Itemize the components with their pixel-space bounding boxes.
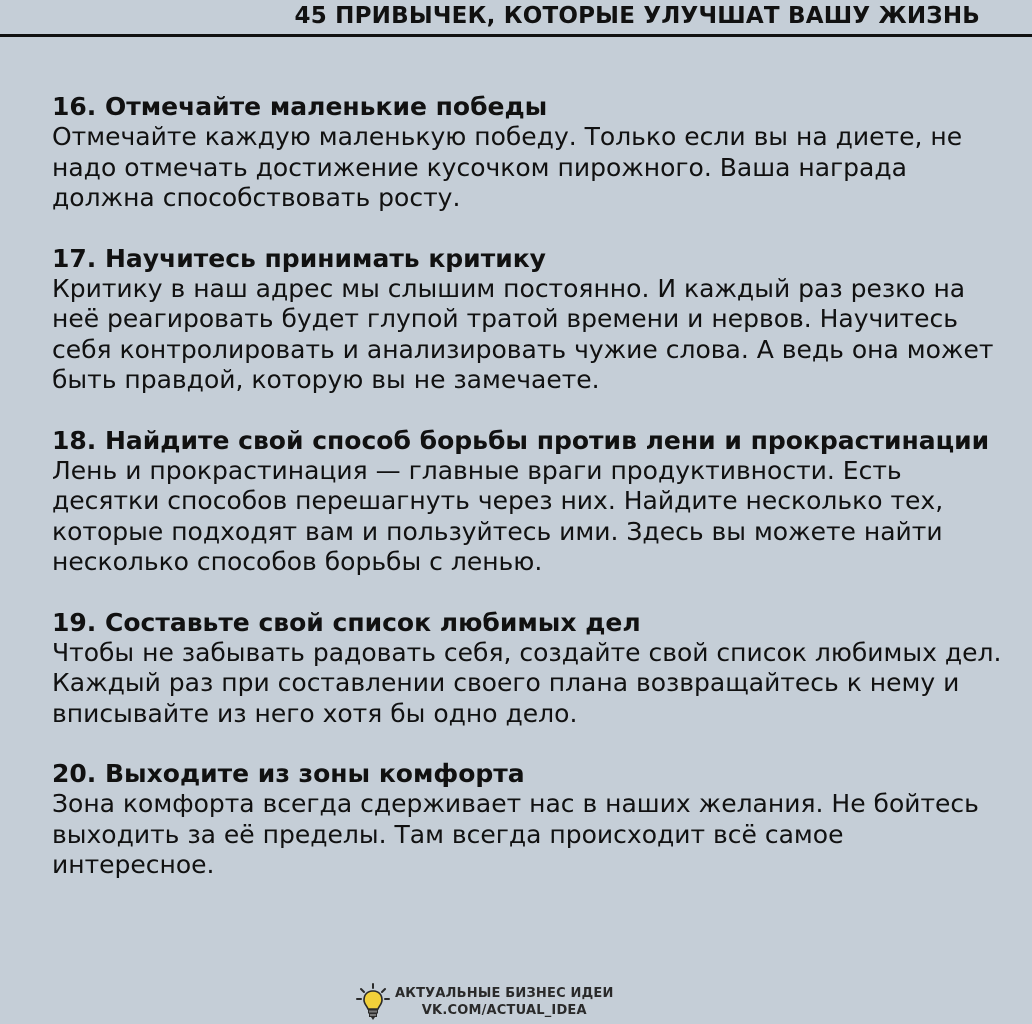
habit-title: 17. Научитесь принимать критику [52,243,546,273]
habit-item [52,608,1002,730]
habit-text: Критику в наш адрес мы слышим постоянно. И каждый раз резко на неё реагировать будет глупой тратой времени и нервов. Научитесь себя контролировать и анализировать чужие слова. А ведь она может быть правдой, которую вы не замечаете. [52,273,994,394]
habit-title: 16. Отмечайте маленькие победы [52,92,548,121]
page-title: 45 ПРИВЫЧЕК, КОТОРЫЕ УЛУЧШАТ ВАШУ ЖИЗНЬ [294,3,980,29]
habit-item [52,92,1002,214]
habit-list [52,92,1002,911]
habit-title: 19. Составьте свой список любимых дел [52,607,641,637]
footer-brand-name: АКТУАЛЬНЫЕ БИЗНЕС ИДЕИ [395,986,614,1001]
lightbulb-icon [355,982,391,1022]
habit-item [52,244,1002,396]
habit-text: Зона комфорта всегда сдерживает нас в наших желания. Не бойтесь выходить за её пределы. Там всегда происходит всё самое интересное. [52,789,979,879]
header-divider [0,34,1032,37]
habit-title: 18. Найдите свой способ борьбы против лени и прокрастинации [52,425,990,455]
habit-title: 20. Выходите из зоны комфорта [52,759,525,788]
habit-text: Отмечайте каждую маленькую победу. Только если вы на диете, не надо отмечать достижение кусочком пирожного. Ваша награда должна способствовать росту. [52,122,963,212]
habit-item [52,759,1002,881]
footer-brand [355,982,614,1022]
habit-item [52,426,1002,578]
page-header [0,0,1032,36]
habit-text: Лень и прокрастинация — главные враги продуктивности. Есть десятки способов перешагнуть через них. Найдите несколько тех, которые подходят вам и пользуйтесь ими. Здесь вы можете найти несколько способов борьбы с ленью. [52,455,944,576]
footer-link[interactable]: VK.COM/ACTUAL_IDEA [421,1003,587,1018]
habit-text: Чтобы не забывать радовать себя, создайте свой список любимых дел. Каждый раз при составлении своего плана возвращайтесь к нему и вписывайте из него хотя бы одно дело. [52,637,1002,728]
